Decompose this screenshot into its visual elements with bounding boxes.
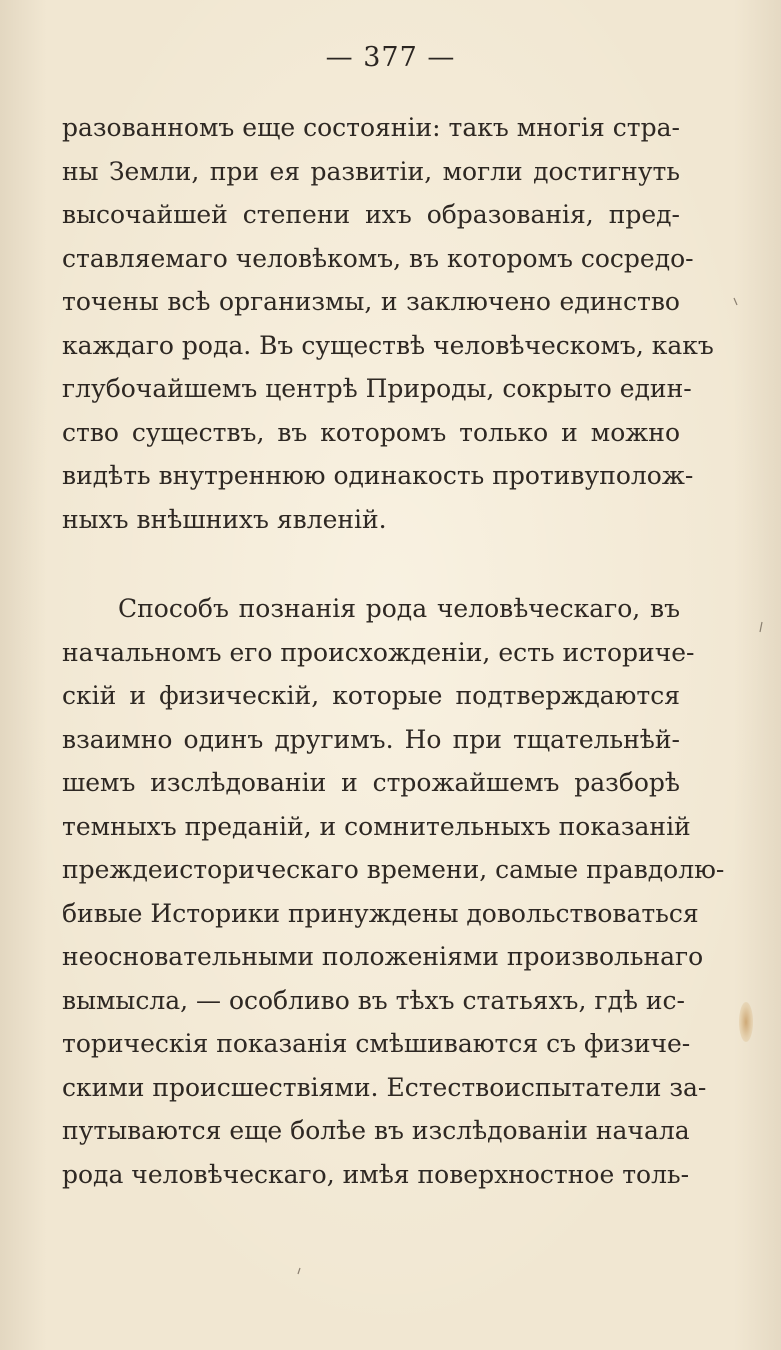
text-line: скiй и физическiй, которые подтверждаются — [62, 681, 680, 710]
text-line: ставляемаго человѣкомъ, въ которомъ сосредо- — [62, 243, 694, 273]
text-line: ныхъ внѣшнихъ явленiй. — [62, 504, 387, 534]
text-line: ство существъ, въ которомъ только и можно — [62, 417, 680, 447]
text-line: глубочайшемъ центрѣ Природы, сокрыто един- — [62, 374, 692, 403]
text-line: шемъ изслѣдованiи и строжайшемъ разборѣ — [62, 768, 680, 797]
text-line: Способъ познанiя рода человѣческаго, въ — [118, 594, 680, 623]
text-line: бивые Историки принуждены довольствоваться — [62, 898, 699, 928]
page-number: — 377 — — [325, 42, 456, 73]
text-line: темныхъ преданiй, и сомнительныхъ показанiй — [62, 811, 691, 841]
text-line: взаимно одинъ другимъ. Но при тщательнѣй- — [62, 724, 680, 754]
text-line: рода человѣческаго, имѣя поверхностное толь- — [62, 1159, 690, 1189]
text-line: разованномъ еще состоянiи: такъ многiя стра- — [62, 113, 680, 142]
text-line: точены всѣ организмы, и заключено единство — [62, 287, 680, 316]
speck-mark — [298, 1268, 300, 1274]
text-line: высочайшей степени ихъ образованiя, пред- — [62, 200, 680, 229]
text-line: начальномъ его происхожденiи, есть историче- — [62, 637, 695, 667]
text-line: неосновательными положенiями произвольнаго — [62, 942, 704, 971]
text-line: скими происшествiями. Естествоиспытатели за- — [62, 1072, 707, 1102]
speck-mark — [760, 622, 762, 632]
text-line: преждеисторическаго времени, самые правдолю- — [62, 855, 725, 884]
text-line: путываются еще болѣе въ изслѣдованiи начала — [62, 1116, 690, 1145]
speck-mark — [734, 298, 737, 305]
text-line: вымысла, — особливо въ тѣхъ статьяхъ, гдѣ ис- — [62, 985, 685, 1015]
text-line: торическiя показанiя смѣшиваются съ физиче- — [62, 1029, 691, 1058]
text-line: видѣть внутреннюю одинакость противуполож- — [62, 461, 694, 490]
text-line: каждаго рода. Въ существѣ человѣческомъ, какъ — [62, 330, 714, 360]
text-line: ны Земли, при ея развитiи, могли достигнуть — [62, 156, 680, 186]
